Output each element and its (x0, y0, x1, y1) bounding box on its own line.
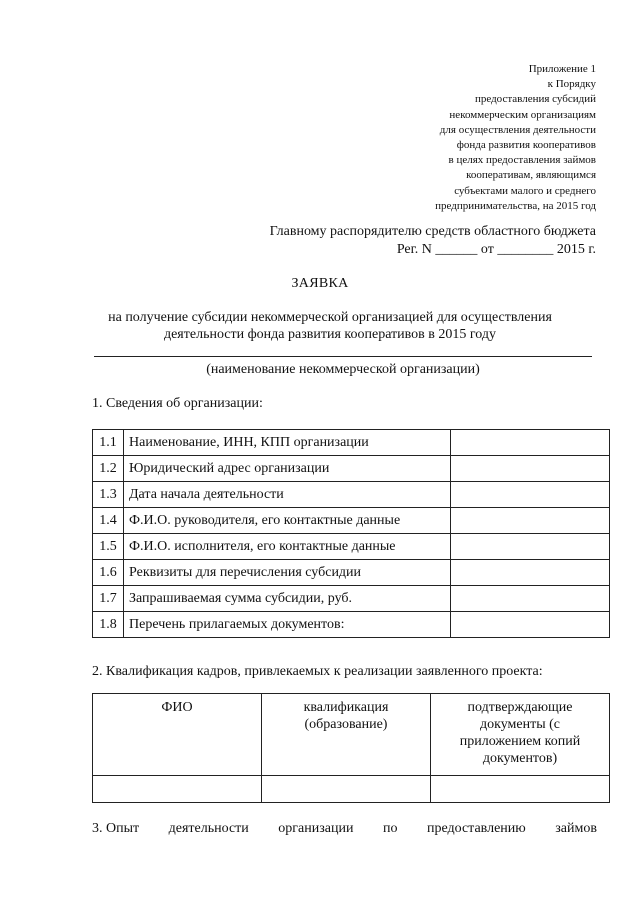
addressee-line: Главному распорядителю средств областного бюджета (269, 224, 596, 239)
row-value-cell[interactable] (451, 508, 610, 534)
header-line: подтверждающие (467, 700, 573, 715)
organization-name-caption: (наименование некоммерческой организации) (206, 362, 480, 377)
header-line: ФИО (161, 700, 193, 715)
header-line: приложением копий (459, 734, 581, 749)
section-2-heading: 2. Квалификация кадров, привлекаемых к реализации заявленного проекта: (92, 664, 543, 679)
row-label: Реквизиты для перечисления субсидии (124, 560, 451, 586)
column-header-full-name (93, 694, 262, 776)
section-3-heading (92, 821, 597, 837)
subtitle-line: деятельности фонда развития кооперативов в 2015 году (163, 327, 497, 342)
row-label: Юридический адрес организации (124, 456, 451, 482)
heading-word: деятельности (168, 821, 249, 836)
full-name-cell[interactable] (93, 776, 262, 803)
row-value-cell[interactable] (451, 482, 610, 508)
appendix-line: предоставления субсидий (474, 93, 596, 106)
table-header-row (93, 694, 610, 776)
subtitle-line: на получение субсидии некоммерческой организацией для осуществления (108, 310, 552, 325)
document-title: ЗАЯВКА (291, 276, 349, 291)
row-value-cell[interactable] (451, 560, 610, 586)
header-line: квалификация (303, 700, 389, 715)
column-header-supporting-documents (431, 694, 610, 776)
document-subtitle (60, 309, 600, 343)
qualification-cell[interactable] (262, 776, 431, 803)
table-row (93, 534, 610, 560)
appendix-line: некоммерческим организациям (449, 108, 596, 121)
addressee-block (270, 223, 596, 259)
header-line: документы (с (479, 717, 560, 732)
heading-word: предоставлению (426, 821, 526, 836)
row-number: 1.4 (93, 508, 124, 534)
table-row (93, 508, 610, 534)
row-number: 1.2 (93, 456, 124, 482)
appendix-reference (435, 62, 596, 214)
table-row (93, 776, 610, 803)
row-value-cell[interactable] (451, 534, 610, 560)
appendix-line: в целях предоставления займов (448, 154, 596, 167)
appendix-line: субъектами малого и среднего (454, 184, 596, 197)
row-label: Перечень прилагаемых документов: (124, 612, 451, 638)
header-line: (образование) (304, 717, 388, 732)
row-number: 1.1 (93, 430, 124, 456)
column-header-qualification (262, 694, 431, 776)
row-label: Дата начала деятельности (124, 482, 451, 508)
row-label: Ф.И.О. руководителя, его контактные данные (124, 508, 451, 534)
appendix-line: для осуществления деятельности (439, 123, 596, 136)
row-label: Ф.И.О. исполнителя, его контактные данные (124, 534, 451, 560)
row-number: 1.5 (93, 534, 124, 560)
row-number: 1.3 (93, 482, 124, 508)
row-label: Запрашиваемая сумма субсидии, руб. (124, 586, 451, 612)
appendix-line: Приложение 1 (528, 63, 596, 75)
row-value-cell[interactable] (451, 586, 610, 612)
heading-word: займов (555, 821, 597, 836)
row-value-cell[interactable] (451, 612, 610, 638)
appendix-line: фонда развития кооперативов (456, 139, 596, 152)
row-value-cell[interactable] (451, 456, 610, 482)
row-label: Наименование, ИНН, КПП организации (124, 430, 451, 456)
header-line: документов) (482, 751, 558, 766)
table-row (93, 430, 610, 456)
organization-name-underline (94, 356, 592, 357)
heading-word: по (382, 821, 398, 836)
appendix-line: предпринимательства, на 2015 год (435, 199, 596, 212)
table-row (93, 560, 610, 586)
table-row (93, 612, 610, 638)
row-number: 1.8 (93, 612, 124, 638)
table-row (93, 586, 610, 612)
row-number: 1.7 (93, 586, 124, 612)
row-number: 1.6 (93, 560, 124, 586)
heading-word: 3. Опыт (92, 821, 140, 836)
heading-word: организации (278, 821, 354, 836)
appendix-line: кооперативам, являющимся (466, 169, 596, 182)
documents-cell[interactable] (431, 776, 610, 803)
section-1-heading: 1. Сведения об организации: (92, 396, 263, 411)
organization-info-table (92, 429, 610, 638)
row-value-cell[interactable] (451, 430, 610, 456)
registration-line: Рег. N ______ от ________ 2015 г. (396, 242, 596, 257)
table-row (93, 482, 610, 508)
staff-qualification-table (92, 693, 610, 803)
table-row (93, 456, 610, 482)
appendix-line: к Порядку (547, 78, 596, 91)
